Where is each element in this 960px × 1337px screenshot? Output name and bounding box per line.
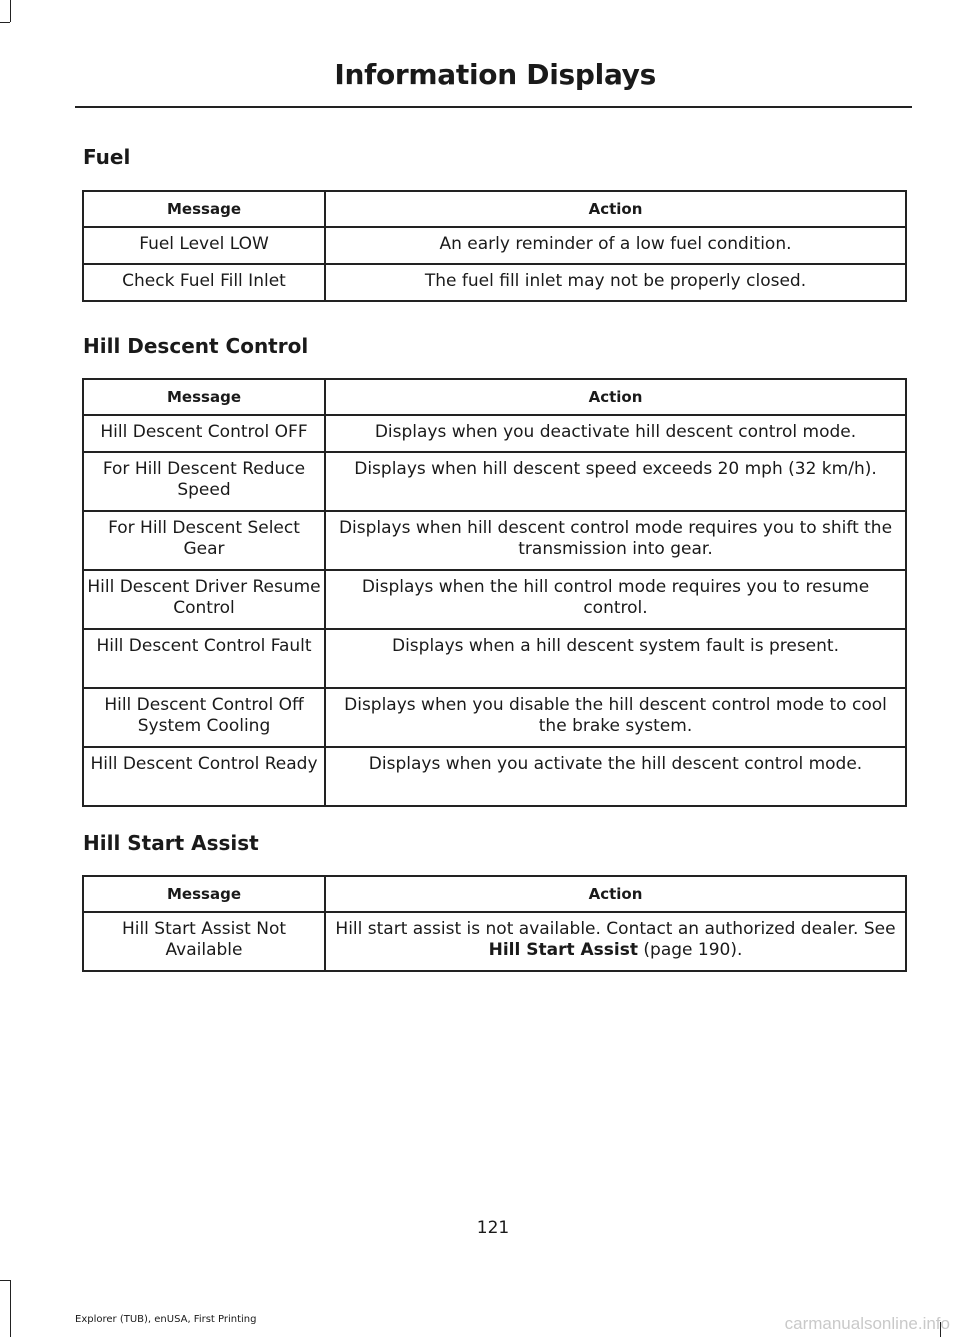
table-row (83, 452, 906, 511)
message-cell: Hill Descent Driver Resume Control (83, 570, 325, 629)
message-cell: Hill Descent Control Ready (83, 747, 325, 806)
action-cell: An early reminder of a low fuel condition. (325, 227, 906, 264)
table-row (83, 747, 906, 806)
fuel-messages-table (82, 190, 907, 302)
table-row (83, 688, 906, 747)
action-cell: Displays when the hill control mode requires you to resume control. (325, 570, 906, 629)
action-cell: Displays when you disable the hill descent control mode to cool the brake system. (325, 688, 906, 747)
message-cell: For Hill Descent Reduce Speed (83, 452, 325, 511)
column-header-action: Action (325, 876, 906, 912)
page-reference-suffix: (page 190). (643, 940, 743, 960)
table-row (83, 227, 906, 264)
section-heading-hill-start-assist: Hill Start Assist (83, 831, 259, 855)
action-cell (325, 912, 906, 971)
page-number: 121 (476, 1218, 510, 1238)
crop-mark-top-left-horizontal (0, 22, 10, 23)
message-cell: Hill Descent Control OFF (83, 415, 325, 452)
table-row (83, 511, 906, 570)
action-cell: Displays when a hill descent system fault is present. (325, 629, 906, 688)
message-cell: Fuel Level LOW (83, 227, 325, 264)
action-cell: Displays when hill descent speed exceeds 20 mph (32 km/h). (325, 452, 906, 511)
column-header-message: Message (83, 876, 325, 912)
message-cell: Hill Start Assist Not Available (83, 912, 325, 971)
hill-start-assist-messages-table (82, 875, 907, 972)
table-row (83, 629, 906, 688)
action-text: Hill start assist is not available. Contact an authorized dealer. See (335, 919, 896, 939)
page-title: Information Displays (334, 58, 656, 91)
action-cell: Displays when you deactivate hill descent control mode. (325, 415, 906, 452)
column-header-message: Message (83, 379, 325, 415)
crop-mark-top-left-vertical (10, 0, 11, 22)
table-row (83, 570, 906, 629)
section-heading-hill-descent-control: Hill Descent Control (83, 334, 309, 358)
message-cell: Hill Descent Control Off System Cooling (83, 688, 325, 747)
table-row (83, 264, 906, 301)
section-heading-fuel: Fuel (83, 145, 131, 169)
column-header-action: Action (325, 191, 906, 227)
header-rule (75, 106, 912, 108)
footer-edition-text: Explorer (TUB), enUSA, First Printing (75, 1314, 257, 1325)
column-header-action: Action (325, 379, 906, 415)
table-row (83, 415, 906, 452)
column-header-message: Message (83, 191, 325, 227)
action-cell: Displays when you activate the hill descent control mode. (325, 747, 906, 806)
message-cell: Check Fuel Fill Inlet (83, 264, 325, 301)
watermark: carmanualsonline.info (784, 1314, 950, 1333)
table-header-row (83, 379, 906, 415)
action-cell: Displays when hill descent control mode requires you to shift the transmission into gear. (325, 511, 906, 570)
page-reference-link[interactable]: Hill Start Assist (488, 940, 638, 960)
table-header-row (83, 876, 906, 912)
crop-mark-bottom-left-horizontal (0, 1280, 10, 1281)
table-row (83, 912, 906, 971)
table-header-row (83, 191, 906, 227)
action-cell: The fuel fill inlet may not be properly closed. (325, 264, 906, 301)
message-cell: For Hill Descent Select Gear (83, 511, 325, 570)
crop-mark-bottom-left-vertical (10, 1280, 11, 1337)
message-cell: Hill Descent Control Fault (83, 629, 325, 688)
hill-descent-control-messages-table (82, 378, 907, 807)
